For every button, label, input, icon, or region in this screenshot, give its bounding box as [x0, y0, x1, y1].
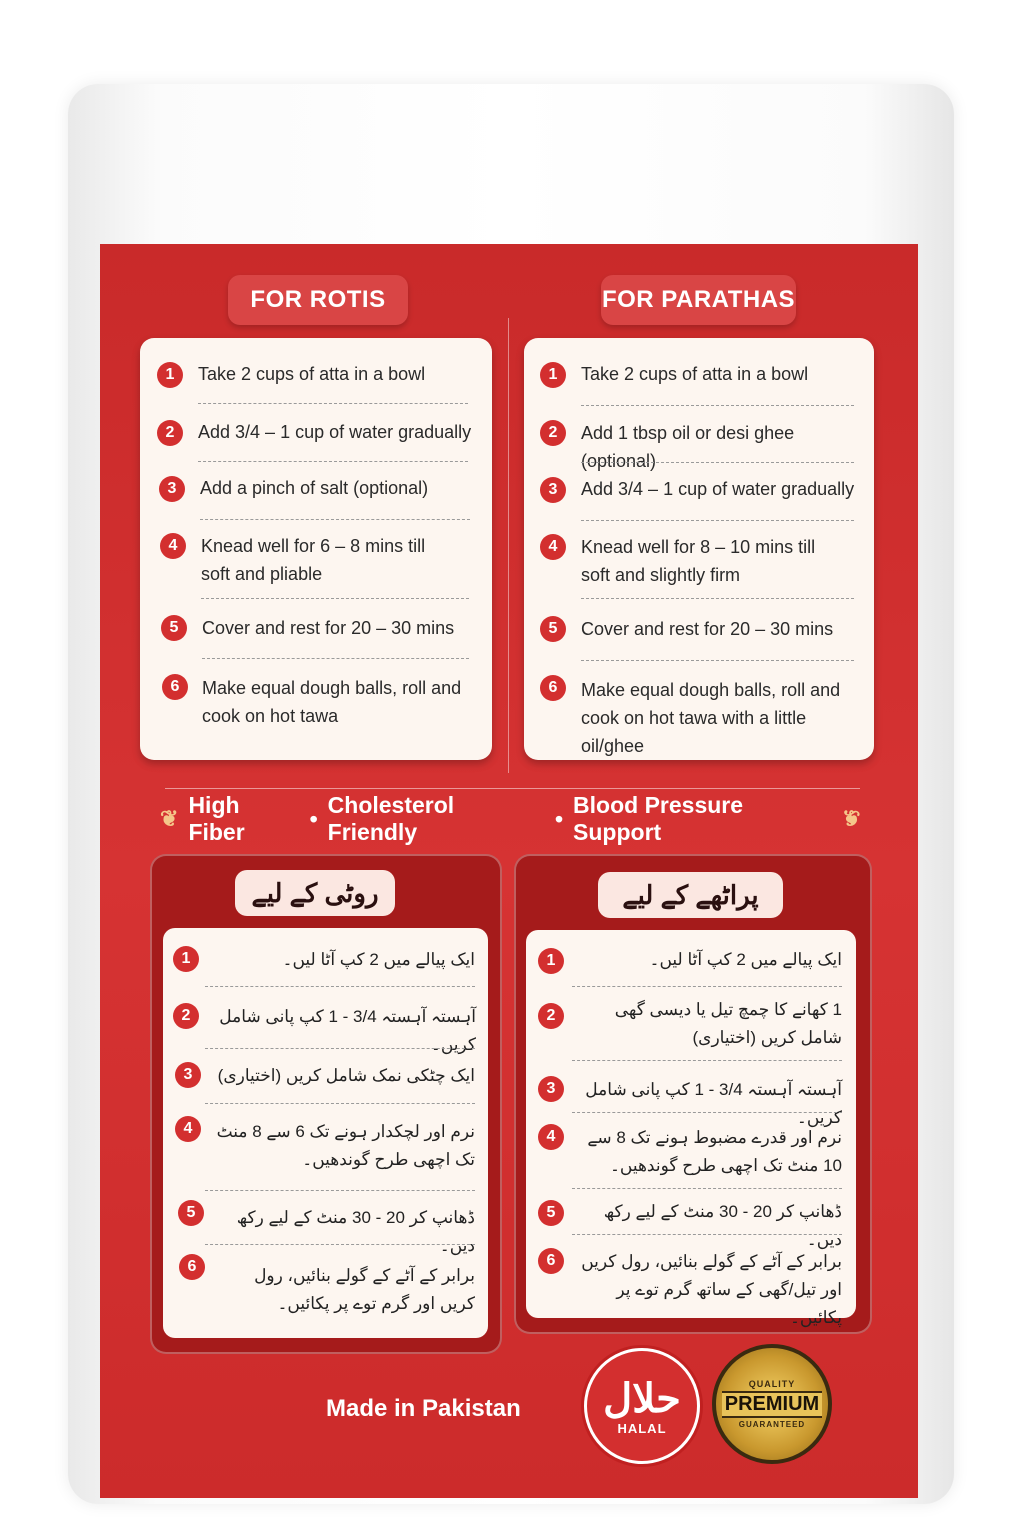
urdu-paratha-card	[526, 930, 856, 1327]
urdu-roti-step-3: ایک چٹکی نمک شامل کریں (اختیاری)	[217, 1066, 475, 1085]
step-number: 2	[157, 420, 183, 446]
divider	[205, 1244, 475, 1245]
step-number: 5	[178, 1200, 204, 1226]
wheat-icon: ❦	[160, 806, 179, 831]
step-number: 5	[161, 615, 187, 641]
divider	[581, 598, 854, 599]
benefit-high-fiber: High Fiber	[188, 792, 245, 845]
parathas-step-3: Add 3/4 – 1 cup of water gradually	[581, 479, 855, 499]
step-number: 3	[538, 1076, 564, 1102]
rotis-step-2: Add 3/4 – 1 cup of water gradually	[198, 422, 472, 442]
parathas-step-2: Add 1 tbsp oil or desi ghee (optional)	[581, 423, 795, 471]
seal-premium: PREMIUM	[722, 1391, 822, 1418]
divider	[205, 1190, 475, 1191]
urdu-roti-step-1: ایک پیالے میں 2 کپ آٹا لیں۔	[282, 950, 475, 969]
halal-label: HALAL	[617, 1420, 667, 1436]
parathas-step-4: Knead well for 8 – 10 mins till soft and slightly firm	[581, 537, 816, 585]
urdu-roti-step-5: ڈھانپ کر 20 - 30 منٹ کے لیے رکھ دیں۔	[236, 1208, 475, 1255]
rotis-step-3: Add a pinch of salt (optional)	[200, 478, 429, 498]
urdu-roti-title: روٹی کے لیے	[235, 870, 395, 916]
benefits-bar	[160, 792, 860, 845]
step-number: 3	[175, 1062, 201, 1088]
divider	[572, 1060, 842, 1061]
step-number: 4	[160, 533, 186, 559]
step-number: 1	[538, 948, 564, 974]
step-number: 4	[540, 534, 566, 560]
urdu-roti-card	[163, 928, 488, 1338]
seal-quality: QUALITY	[748, 1379, 796, 1389]
step-number: 2	[540, 420, 566, 446]
divider	[572, 1234, 842, 1235]
step-number: 6	[179, 1254, 205, 1280]
column-divider	[508, 318, 509, 773]
step-number: 6	[540, 675, 566, 701]
parathas-step-5: Cover and rest for 20 – 30 mins	[581, 619, 834, 639]
step-number: 3	[540, 477, 566, 503]
rotis-step-5: Cover and rest for 20 – 30 mins	[202, 618, 455, 638]
step-number: 6	[162, 674, 188, 700]
bullet: •	[554, 805, 564, 832]
step-number: 5	[538, 1200, 564, 1226]
step-number: 3	[159, 476, 185, 502]
rotis-step-1: Take 2 cups of atta in a bowl	[198, 364, 426, 384]
divider	[201, 598, 469, 599]
parathas-step-6: Make equal dough balls, roll and cook on hot tawa with a little oil/ghee	[581, 680, 841, 756]
step-number: 1	[157, 362, 183, 388]
urdu-paratha-step-2: 1 کھانے کا چمچ تیل یا دیسی گھی شامل کریں (اختیاری)	[614, 1000, 842, 1047]
divider	[581, 462, 854, 463]
step-number: 4	[175, 1116, 201, 1142]
urdu-roti-step-2: آہستہ آہستہ 3/4 - 1 کپ پانی شامل کریں۔	[219, 1007, 476, 1054]
divider	[572, 1188, 842, 1189]
urdu-paratha-step-3: آہستہ آہستہ 3/4 - 1 کپ پانی شامل کریں۔	[585, 1080, 842, 1127]
urdu-roti-step-6: برابر کے آٹے کے گولے بنائیں، رول کریں اور گرم توے پر پکائیں۔	[254, 1266, 475, 1313]
divider	[581, 520, 854, 521]
divider	[205, 1048, 475, 1049]
seal-guaranteed: GUARANTEED	[738, 1420, 806, 1429]
benefit-blood-pressure: Blood Pressure Support	[573, 792, 744, 845]
rotis-step-4: Knead well for 6 – 8 mins till soft and pliable	[201, 536, 426, 584]
divider	[198, 403, 468, 404]
urdu-roti-step-4: نرم اور لچکدار ہونے تک 6 سے 8 منٹ تک اچھی طرح گوندھیں۔	[216, 1122, 475, 1169]
halal-urdu-text: حلال	[603, 1376, 681, 1421]
parathas-steps-card	[524, 338, 874, 760]
divider	[572, 986, 842, 987]
divider	[205, 986, 475, 987]
divider	[205, 1103, 475, 1104]
urdu-paratha-title: پراٹھے کے لیے	[598, 872, 783, 918]
made-in-pakistan: Made in Pakistan	[326, 1395, 521, 1422]
parathas-step-1: Take 2 cups of atta in a bowl	[581, 364, 809, 384]
wheat-icon: ❦	[841, 806, 860, 831]
step-number: 6	[538, 1248, 564, 1274]
divider	[581, 660, 854, 661]
section-divider	[165, 788, 860, 789]
step-number: 2	[538, 1003, 564, 1029]
divider	[572, 1112, 842, 1113]
urdu-paratha-step-5: ڈھانپ کر 20 - 30 منٹ کے لیے رکھ دیں۔	[603, 1202, 842, 1249]
rotis-title: FOR ROTIS	[228, 275, 408, 325]
divider	[200, 519, 470, 520]
rotis-step-6: Make equal dough balls, roll and cook on hot tawa	[202, 678, 462, 726]
divider	[581, 405, 854, 406]
urdu-paratha-step-6: برابر کے آٹے کے گولے بنائیں، رول کریں اور تیل/گھی کے ساتھ گرم توے پر پکائیں۔	[581, 1252, 842, 1327]
step-number: 1	[173, 946, 199, 972]
divider	[198, 461, 468, 462]
bullet: •	[309, 805, 318, 832]
halal-badge	[584, 1348, 700, 1464]
step-number: 5	[540, 616, 566, 642]
urdu-paratha-step-1: ایک پیالے میں 2 کپ آٹا لیں۔	[649, 950, 842, 969]
urdu-paratha-step-4: نرم اور قدرے مضبوط ہونے تک 8 سے 10 منٹ تک اچھی طرح گوندھیں۔	[587, 1128, 842, 1175]
rotis-steps-card	[140, 338, 492, 760]
parathas-title: FOR PARATHAS	[601, 275, 796, 325]
step-number: 2	[173, 1003, 199, 1029]
benefit-cholesterol: Cholesterol Friendly	[327, 792, 455, 845]
premium-seal-icon	[712, 1344, 832, 1464]
divider	[202, 658, 469, 659]
step-number: 4	[538, 1124, 564, 1150]
step-number: 1	[540, 362, 566, 388]
